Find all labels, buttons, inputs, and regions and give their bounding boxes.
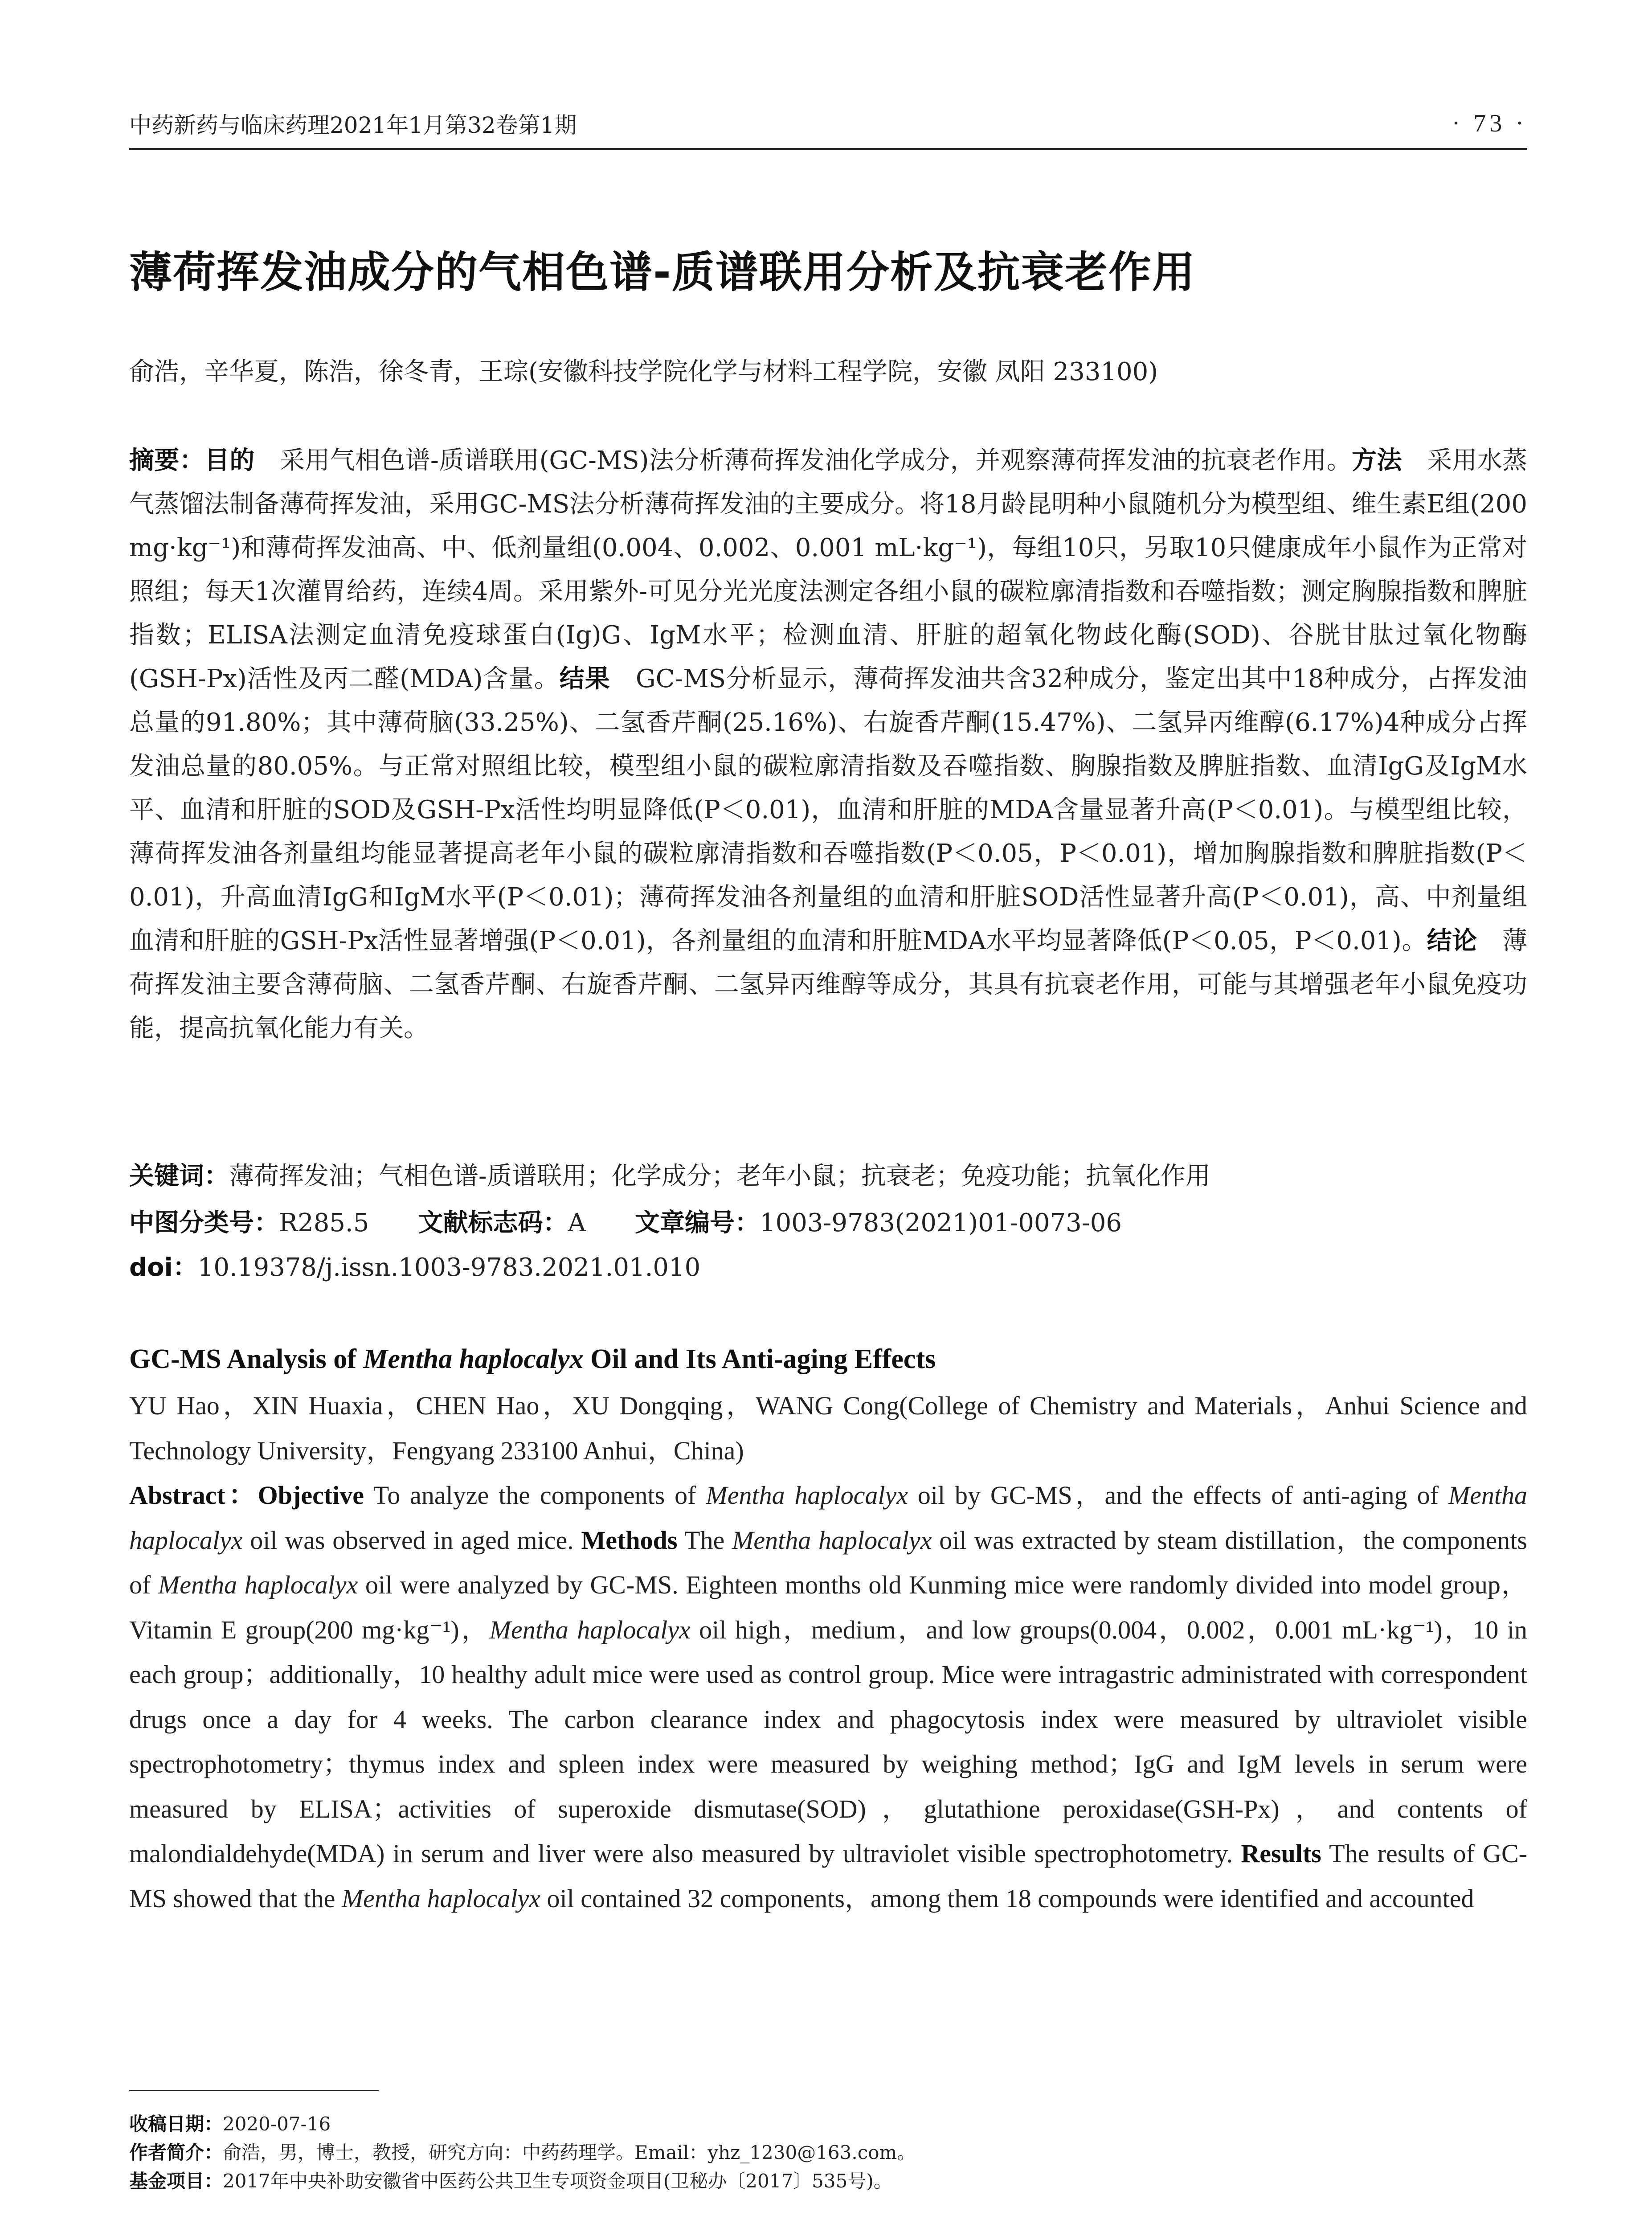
- author-affiliation: 俞浩，辛华夏，陈浩，徐冬青，王琮(安徽科技学院化学与材料工程学院，安徽 凤阳 233100): [129, 357, 1158, 386]
- article-number-value: 1003-9783(2021)01-0073-06: [759, 1208, 1122, 1237]
- objective-text: 采用气相色谱-质谱联用(GC-MS)法分析薄荷挥发油化学成分，并观察薄荷挥发油的抗衰老作用。: [280, 446, 1352, 475]
- results-text: GC-MS分析显示，薄荷挥发油共含32种成分，鉴定出其中18种成分，占挥发油总量的91.80%；其中薄荷脑(33.25%)、二氢香芹酮(25.16%)、右旋香芹酮(15.47%)、二氢异丙维醇(6.17%)4种成分占挥发油总量的80.05%。与正常对照组比较，模型组小鼠的碳粒廓清指数及吞噬指数、胸腺指数及脾脏指数、血清IgG及IgM水平、血清和肝脏的SOD及GSH-Px活性均明显降低(P＜0.01)，血清和肝脏的MDA含量显著升高(P＜0.01)。与模型组比较，薄荷挥发油各剂量组均能显著提高老年小鼠的碳粒廓清指数和吞噬指数(P＜0.05，P＜0.01)，增加胸腺指数和脾脏指数(P＜0.01)，升高血清IgG和IgM水平(P＜0.01)；薄荷挥发油各剂量组的血清和肝脏SOD活性显著升高(P＜0.01)，高、中剂量组血清和肝脏的GSH-Px活性显著增强(P＜0.01)，各剂量组的血清和肝脏MDA水平均显著降低(P＜0.05，P＜0.01)。: [129, 664, 1527, 955]
- english-methods-text: oil were analyzed by GC-MS. Eighteen months old Kunming mice were randomly divided into model group，Vitamin E group(200 mg·kg⁻¹)，: [129, 1570, 1527, 1644]
- species-name: Mentha haplocalyx: [489, 1615, 691, 1644]
- english-abstract-label: Abstract：: [129, 1481, 258, 1510]
- english-results-label: Results: [1241, 1839, 1321, 1868]
- results-label: 结果: [559, 664, 610, 693]
- running-header: [129, 99, 1527, 150]
- chinese-abstract: [129, 439, 1527, 1050]
- doi-label: doi：: [129, 1253, 198, 1282]
- conclusion-text: 薄荷挥发油主要含薄荷脑、二氢香芹酮、右旋香芹酮、二氢异丙维醇等成分，其具有抗衰老作用，可能与其增强老年小鼠免疫功能，提高抗氧化能力有关。: [129, 926, 1528, 1043]
- clc-number: [129, 1203, 369, 1239]
- document-code-value: A: [568, 1208, 586, 1237]
- document-code: [418, 1203, 585, 1239]
- english-title-part: GC-MS Analysis of: [129, 1344, 364, 1374]
- received-date: [129, 2110, 1527, 2138]
- doi-line: [129, 1248, 1527, 1283]
- journal-issue: 中药新药与临床药理2021年1月第32卷第1期: [129, 112, 577, 138]
- english-objective-text: oil by GC-MS，and the effects of anti-aging of: [908, 1481, 1448, 1510]
- footnote-divider: [129, 2090, 379, 2091]
- english-abstract-text: [129, 1473, 1527, 1921]
- english-title: [129, 1343, 1527, 1375]
- funding-label: 基金项目：: [129, 2170, 223, 2192]
- species-name: Mentha haplocalyx: [732, 1525, 932, 1555]
- clc-value: R285.5: [279, 1208, 369, 1237]
- page-number: · 73 ·: [1452, 110, 1527, 137]
- author-bio-label: 作者简介：: [129, 2142, 223, 2163]
- article-number-label: 文章编号：: [634, 1208, 760, 1237]
- funding: [129, 2167, 1527, 2195]
- english-abstract: [129, 1384, 1527, 1921]
- species-name: Mentha haplocalyx: [158, 1570, 358, 1599]
- received-label: 收稿日期：: [129, 2113, 223, 2135]
- keywords-label: 关键词：: [129, 1162, 229, 1191]
- author-bio-value: 俞浩，男，博士，教授，研究方向：中药药理学。Email：yhz_1230@163.com。: [223, 2142, 916, 2163]
- received-value: 2020-07-16: [223, 2113, 331, 2135]
- conclusion-label: 结论: [1427, 926, 1477, 955]
- article-title: 薄荷挥发油成分的气相色谱-质谱联用分析及抗衰老作用: [129, 247, 1196, 297]
- english-objective-text: To analyze the components of: [373, 1481, 706, 1510]
- document-code-label: 文献标志码：: [418, 1208, 568, 1237]
- objective-label: 目的: [204, 446, 255, 475]
- classification-line: [129, 1203, 1527, 1239]
- species-name: Mentha haplocalyx: [129, 1481, 1527, 1555]
- doi-value: 10.19378/j.issn.1003-9783.2021.01.010: [197, 1253, 701, 1282]
- clc-label: 中图分类号：: [129, 1208, 279, 1237]
- english-methods-text: oil was extracted by steam distillation，the components of: [129, 1525, 1527, 1599]
- english-title-species: Mentha haplocalyx: [363, 1344, 584, 1374]
- english-results-text: The results of GC-MS showed that the: [129, 1839, 1527, 1913]
- funding-value: 2017年中央补助安徽省中医药公共卫生专项资金项目(卫秘办〔2017〕535号)。: [223, 2170, 892, 2192]
- author-bio: [129, 2138, 1527, 2167]
- english-title-part: Oil and Its Anti-aging Effects: [583, 1344, 936, 1374]
- english-methods-text: oil high，medium，and low groups(0.004，0.002，0.001 mL·kg⁻¹)，10 in each group；additionally，10 healthy adult mice were used as control group. Mice were intragastric administrated with correspondent drugs once a day for 4 weeks. The carbon clearance index and phagocytosis index were measured by ultraviolet visible spectrophotometry；thymus index and spleen index were measured by weighing method；IgG and IgM levels in serum were measured by ELISA；activities of superoxide dismutase(SOD)，glutathione peroxidase(GSH-Px)，and contents of malondialdehyde(MDA) in serum and liver were also measured by ultraviolet visible spectrophotometry.: [129, 1615, 1527, 1868]
- methods-label: 方法: [1352, 446, 1402, 475]
- species-name: Mentha haplocalyx: [706, 1481, 908, 1510]
- species-name: Mentha haplocalyx: [341, 1884, 540, 1913]
- footnotes: [129, 2110, 1527, 2195]
- english-authors: YU Hao，XIN Huaxia，CHEN Hao，XU Dongqing，WANG Cong(College of Chemistry and Materials，Anhui Science and Technology University，Fengyang 233100 Anhui，China): [129, 1391, 1527, 1465]
- article-number: [635, 1203, 1122, 1239]
- english-results-text: oil contained 32 components，among them 18 compounds were identified and accounted: [540, 1884, 1474, 1913]
- keywords-value: 薄荷挥发油；气相色谱-质谱联用；化学成分；老年小鼠；抗衰老；免疫功能；抗氧化作用: [229, 1162, 1210, 1191]
- english-objective-label: Objective: [258, 1481, 364, 1510]
- keywords-line: [129, 1156, 1527, 1192]
- english-objective-text: oil was observed in aged mice.: [242, 1525, 574, 1555]
- abstract-label: 摘要：: [129, 446, 204, 475]
- english-methods-text: The: [684, 1525, 732, 1555]
- methods-text: 采用水蒸气蒸馏法制备薄荷挥发油，采用GC-MS法分析薄荷挥发油的主要成分。将18月龄昆明种小鼠随机分为模型组、维生素E组(200 mg·kg⁻¹)和薄荷挥发油高、中、低剂量组(0.004、0.002、0.001 mL·kg⁻¹)，每组10只，另取10只健康成年小鼠作为正常对照组；每天1次灌胃给药，连续4周。采用紫外-可见分光光度法测定各组小鼠的碳粒廓清指数和吞噬指数；测定胸腺指数和脾脏指数；ELISA法测定血清免疫球蛋白(Ig)G、IgM水平；检测血清、肝脏的超氧化物歧化酶(SOD)、谷胱甘肽过氧化物酶(GSH-Px)活性及丙二醛(MDA)含量。: [129, 446, 1528, 693]
- english-methods-label: Methods: [581, 1525, 678, 1555]
